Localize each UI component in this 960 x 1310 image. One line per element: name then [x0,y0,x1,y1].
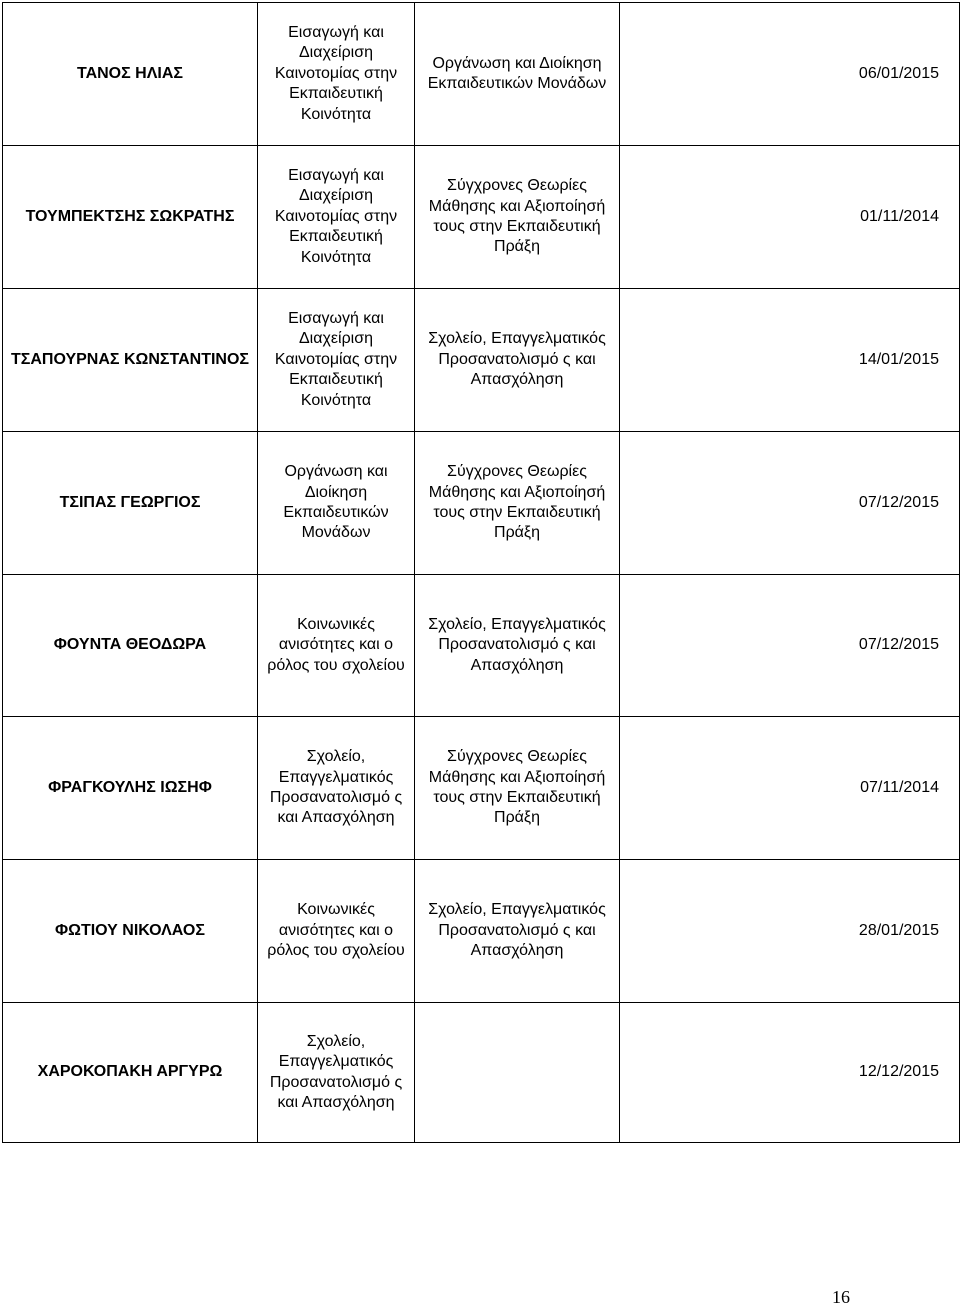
participant-name: ΤΑΝΟΣ ΗΛΙΑΣ [3,3,258,146]
course-cell: Σχολείο, Επαγγελματικός Προσανατολισμό ς και Απασχόληση [415,860,620,1003]
date-cell: 07/11/2014 [620,717,960,860]
date-cell: 06/01/2015 [620,3,960,146]
table-row [3,146,960,289]
course-cell: Σχολείο, Επαγγελματικός Προσανατολισμό ς και Απασχόληση [415,575,620,717]
table-row [3,575,960,717]
table-row [3,860,960,1003]
participants-table [2,2,960,1143]
participant-name: ΤΟΥΜΠΕΚΤΣΗΣ ΣΩΚΡΑΤΗΣ [3,146,258,289]
course-cell: Οργάνωση και Διοίκηση Εκπαιδευτικών Μονάδων [258,432,415,575]
date-cell: 28/01/2015 [620,860,960,1003]
course-cell: Σύγχρονες Θεωρίες Μάθησης και Αξιοποίησή τους στην Εκπαιδευτική Πράξη [415,146,620,289]
participant-name: ΧΑΡΟΚΟΠΑΚΗ ΑΡΓΥΡΩ [3,1003,258,1143]
course-cell: Κοινωνικές ανισότητες και ο ρόλος του σχολείου [258,860,415,1003]
course-cell: Σχολείο, Επαγγελματικός Προσανατολισμό ς και Απασχόληση [415,289,620,432]
course-cell: Οργάνωση και Διοίκηση Εκπαιδευτικών Μονάδων [415,3,620,146]
participant-name: ΦΟΥΝΤΑ ΘΕΟΔΩΡΑ [3,575,258,717]
table-row [3,289,960,432]
participant-name: ΦΩΤΙΟΥ ΝΙΚΟΛΑΟΣ [3,860,258,1003]
date-cell: 01/11/2014 [620,146,960,289]
course-cell: Σχολείο, Επαγγελματικός Προσανατολισμό ς και Απασχόληση [258,717,415,860]
participant-name: ΦΡΑΓΚΟΥΛΗΣ ΙΩΣΗΦ [3,717,258,860]
date-cell: 07/12/2015 [620,432,960,575]
course-cell: Εισαγωγή και Διαχείριση Καινοτομίας στην Εκπαιδευτική Κοινότητα [258,146,415,289]
course-cell: Κοινωνικές ανισότητες και ο ρόλος του σχολείου [258,575,415,717]
course-cell: Εισαγωγή και Διαχείριση Καινοτομίας στην Εκπαιδευτική Κοινότητα [258,3,415,146]
empty-course-cell [415,1003,620,1143]
date-cell: 14/01/2015 [620,289,960,432]
page-number: 16 [832,1287,850,1307]
table-row [3,717,960,860]
course-cell: Σχολείο, Επαγγελματικός Προσανατολισμό ς και Απασχόληση [258,1003,415,1143]
table-row [3,432,960,575]
participant-name: ΤΣΙΠΑΣ ΓΕΩΡΓΙΟΣ [3,432,258,575]
participant-name: ΤΣΑΠΟΥΡΝΑΣ ΚΩΝΣΤΑΝΤΙΝΟΣ [3,289,258,432]
date-cell: 07/12/2015 [620,575,960,717]
course-cell: Σύγχρονες Θεωρίες Μάθησης και Αξιοποίησή τους στην Εκπαιδευτική Πράξη [415,432,620,575]
table-row [3,1003,960,1143]
date-cell: 12/12/2015 [620,1003,960,1143]
table-row [3,3,960,146]
course-cell: Σύγχρονες Θεωρίες Μάθησης και Αξιοποίησή τους στην Εκπαιδευτική Πράξη [415,717,620,860]
course-cell: Εισαγωγή και Διαχείριση Καινοτομίας στην Εκπαιδευτική Κοινότητα [258,289,415,432]
